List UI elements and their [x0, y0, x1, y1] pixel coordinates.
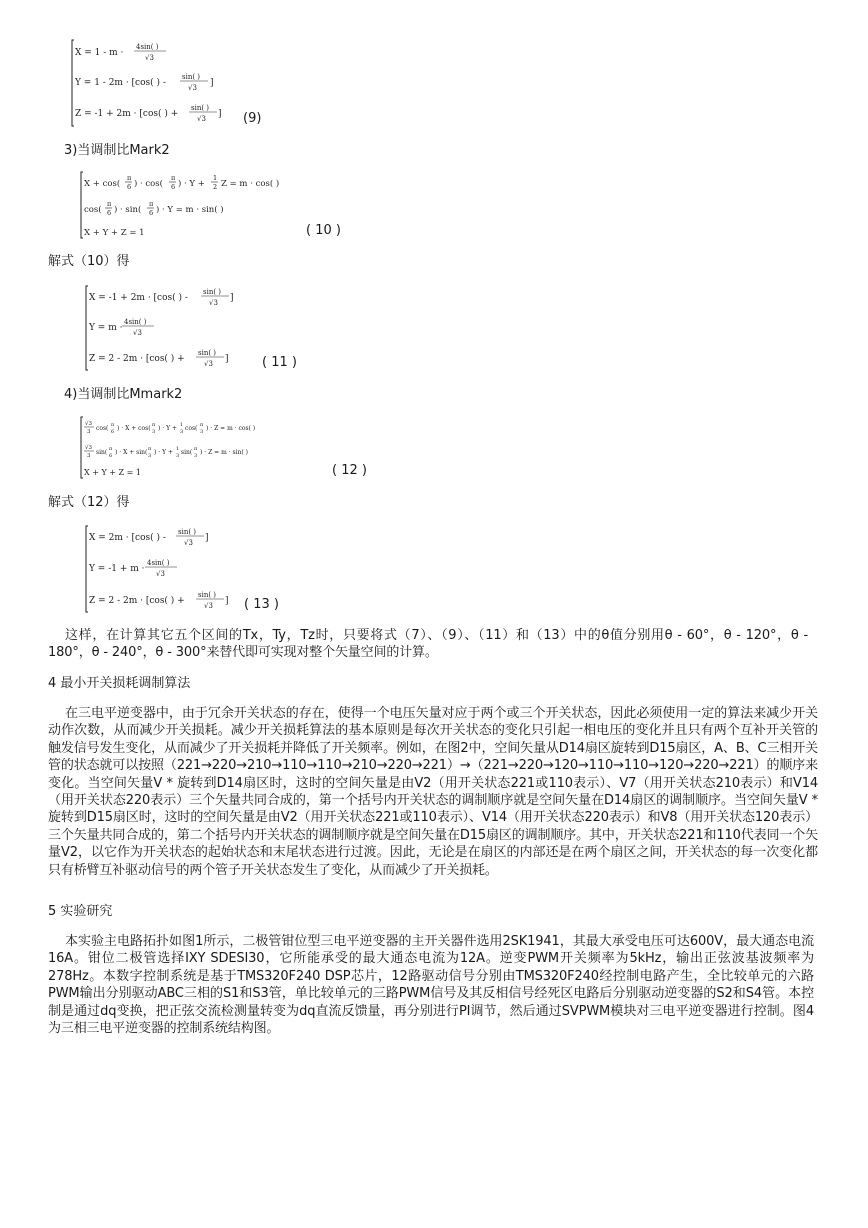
equation-12-image — [79, 415, 309, 480]
svg-text:π: π — [107, 200, 112, 208]
section-4-paragraph: 在三电平逆变器中，由于冗余开关状态的存在，使得一个电压矢量对应于两个或三个开关状态，因此必须使用一定的算法来减少开关动作次数，从而减少开关损耗。减少开关损耗算法的基本原则是每次开关状态的变化只引起一相电压的变化并且只有两个互补开关管的触发信号发生变化，从而减少了开关损耗并降低了开关频率。例如，在图2中，空间矢量从D14扇区旋转到D15扇区，A、B、C三相开关管的状态就可以按照（221→220→210→110→110→210→220→221）→（221→220→120→110→110→120→220→221）的顺序来变化。当空间矢量V * 旋转到D14扇区时，这时的空间矢量是由V2（用开关状态221或110表示）、V7（用开关状态210表示）和V14（用开关状态220表示）三个矢量共同合成的，第一个括号内开关状态的调制顺序就是空间矢量在D14扇区的调制顺序。当空间矢量V * 旋转到D15扇区时，这时的空间矢量是由V2（用开关状态221或110表示）、V14（用开关状态220表示）和V8（用开关状态120表示）三个矢量共同合成的，第二个括号内开关状态的调制顺序就是空间矢量在D15扇区的调制顺序。其中，开关状态221和110代表同一个矢量V2，以它作为开关状态的起始状态和末尾状态进行过渡。因此，无论是在扇区的内部还是在两个扇区之间，开关状态的每一次变化都只有桥臂互补驱动信号的两个管子开关状态发生了变化，从而减少了开关损耗。 — [48, 706, 818, 878]
svg-text:]: ] — [205, 533, 209, 543]
svg-text:]: ] — [225, 354, 229, 364]
svg-text:X = -1 + 2m · [cos( ) -: X = -1 + 2m · [cos( ) - — [89, 293, 188, 303]
svg-text:π: π — [109, 446, 113, 452]
svg-text:π: π — [149, 200, 154, 208]
svg-text:4sin( ): 4sin( ) — [136, 43, 159, 51]
svg-text:4sin( ): 4sin( ) — [124, 318, 147, 326]
svg-text:cos(: cos( — [185, 425, 198, 432]
svg-text:π: π — [200, 422, 204, 428]
svg-text:π: π — [152, 422, 156, 428]
svg-text:3: 3 — [180, 429, 184, 435]
svg-text:sin( ): sin( ) — [178, 528, 197, 536]
equation-10-image — [79, 170, 284, 240]
svg-text:3: 3 — [152, 429, 156, 435]
svg-text:) · X + cos(: ) · X + cos( — [117, 425, 151, 432]
equation-11-image — [84, 284, 244, 372]
svg-text:3: 3 — [200, 429, 204, 435]
svg-text:X + Y + Z = 1: X + Y + Z = 1 — [84, 228, 145, 238]
svg-text:Z = -1 + 2m · [cos( ) +: Z = -1 + 2m · [cos( ) + — [75, 109, 179, 119]
equation-13-number: ( 13 ) — [244, 597, 279, 612]
svg-text:6: 6 — [109, 453, 113, 459]
svg-text:X + cos(: X + cos( — [84, 179, 121, 189]
section-5-title: 5 实验研究 — [48, 904, 113, 919]
svg-text:3: 3 — [87, 429, 91, 435]
svg-text:sin( ): sin( ) — [182, 73, 201, 81]
svg-text:) · Z = m · sin( ): ) · Z = m · sin( ) — [200, 449, 248, 456]
svg-text:√3: √3 — [184, 539, 193, 547]
svg-text:) · Y +: ) · Y + — [158, 425, 177, 432]
svg-text:Z = 2 - 2m · [cos( ) +: Z = 2 - 2m · [cos( ) + — [89, 596, 185, 606]
svg-text:√3: √3 — [156, 570, 165, 578]
svg-text:Y = m ·: Y = m · — [89, 323, 123, 333]
svg-text:sin( ): sin( ) — [198, 591, 217, 599]
svg-text:) · X + sin(: ) · X + sin( — [115, 449, 148, 456]
svg-text:Y = 1 - 2m · [cos( ) -: Y = 1 - 2m · [cos( ) - — [75, 78, 166, 88]
svg-text:]: ] — [218, 109, 222, 119]
svg-text:]: ] — [210, 78, 214, 88]
svg-text:1: 1 — [213, 174, 218, 182]
svg-text:π: π — [111, 422, 115, 428]
svg-text:Z = 2 - 2m · [cos( ) +: Z = 2 - 2m · [cos( ) + — [89, 354, 185, 364]
svg-text:1: 1 — [180, 422, 184, 428]
svg-text:√3: √3 — [204, 360, 213, 368]
svg-text:X + Y + Z = 1: X + Y + Z = 1 — [84, 468, 141, 477]
svg-text:sin( ): sin( ) — [203, 288, 222, 296]
svg-text:6: 6 — [107, 209, 112, 217]
svg-text:Z = m · cos( ): Z = m · cos( ) — [221, 179, 280, 189]
svg-text:π: π — [194, 446, 198, 452]
svg-text:√3: √3 — [85, 445, 93, 451]
svg-text:) · Y +: ) · Y + — [178, 179, 205, 189]
svg-text:X = 1 - m ·: X = 1 - m · — [75, 48, 124, 58]
svg-text:]: ] — [225, 596, 229, 606]
paragraph-rest-intervals: 这样，在计算其它五个区间的Tx，Ty，Tz时，只要将式（7）、（9）、（11）和（13）中的θ值分别用θ - 60°，θ - 120°，θ - 180°，θ - 240°，θ - 300°来替代即可实现对整个矢量空间的计算。 — [48, 628, 808, 661]
solve-10-text: 解式（10）得 — [48, 254, 130, 269]
svg-text:cos(: cos( — [84, 205, 102, 215]
svg-text:6: 6 — [127, 183, 132, 191]
case-3-heading: 3)当调制比Mark2 — [64, 143, 170, 158]
svg-text:1: 1 — [176, 446, 180, 452]
svg-text:√3: √3 — [197, 115, 206, 123]
svg-text:4sin( ): 4sin( ) — [147, 559, 170, 567]
equation-12-number: ( 12 ) — [332, 463, 367, 478]
svg-text:√3: √3 — [85, 421, 93, 427]
svg-text:6: 6 — [111, 429, 115, 435]
case-4-heading: 4)当调制比Mmark2 — [64, 387, 183, 402]
svg-text:√3: √3 — [188, 84, 197, 92]
svg-text:π: π — [148, 446, 152, 452]
svg-text:π: π — [127, 174, 132, 182]
svg-text:) · Y +: ) · Y + — [154, 449, 173, 456]
equation-9-image — [70, 38, 235, 128]
solve-12-text: 解式（12）得 — [48, 495, 130, 510]
svg-text:) · Y = m · sin( ): ) · Y = m · sin( ) — [156, 205, 224, 215]
svg-text:3: 3 — [87, 453, 91, 459]
svg-text:) · sin(: ) · sin( — [114, 205, 142, 215]
svg-text:π: π — [171, 174, 176, 182]
svg-text:sin( ): sin( ) — [198, 349, 217, 357]
equation-13-image — [84, 524, 234, 614]
svg-text:6: 6 — [149, 209, 154, 217]
svg-text:sin( ): sin( ) — [191, 104, 210, 112]
svg-text:X = 2m · [cos( ) -: X = 2m · [cos( ) - — [89, 533, 166, 543]
svg-text:3: 3 — [148, 453, 152, 459]
svg-text:3: 3 — [176, 453, 180, 459]
svg-text:√3: √3 — [145, 54, 154, 62]
svg-text:√3: √3 — [209, 299, 218, 307]
svg-text:cos(: cos( — [96, 425, 109, 432]
svg-text:sin(: sin( — [181, 449, 193, 456]
svg-text:) · cos(: ) · cos( — [134, 179, 163, 189]
equation-9-number: (9) — [243, 111, 262, 126]
svg-text:]: ] — [230, 293, 234, 303]
svg-text:3: 3 — [194, 453, 198, 459]
svg-text:Y = -1 + m ·: Y = -1 + m · — [89, 564, 145, 574]
equation-11-number: ( 11 ) — [262, 355, 297, 370]
svg-text:) · Z = m · cos( ): ) · Z = m · cos( ) — [206, 425, 256, 432]
svg-text:sin(: sin( — [96, 449, 108, 456]
svg-text:2: 2 — [213, 183, 218, 191]
section-4-title: 4 最小开关损耗调制算法 — [48, 676, 191, 691]
svg-text:√3: √3 — [204, 602, 213, 610]
svg-text:6: 6 — [171, 183, 176, 191]
section-5-paragraph: 本实验主电路拓扑如图1所示，二极管钳位型三电平逆变器的主开关器件选用2SK1941，其最大承受电压可达600V，最大通态电流16A。钳位二极管选择IXY SDESI30，它所能承受的最大通态电流为12A。逆变PWM开关频率为5kHz，输出正弦波基波频率为278Hz。本数字控制系统是基于TMS320F240 DSP芯片，12路驱动信号分别由TMS320F240经控制电路产生，全比较单元的六路PWM输出分别驱动ABC三相的S1和S3管，单比较单元的三路PWM信号及其反相信号经死区电路后分别驱动逆变器的S2和S4管。本控制是通过dq变换，把正弦交流检测量转变为dq直流反馈量，再分别进行PI调节，然后通过SVPWM模块对三电平逆变器进行控制。图4为三相三电平逆变器的控制系统结构图。 — [48, 934, 814, 1037]
svg-text:√3: √3 — [133, 329, 142, 337]
equation-10-number: ( 10 ) — [306, 223, 341, 238]
